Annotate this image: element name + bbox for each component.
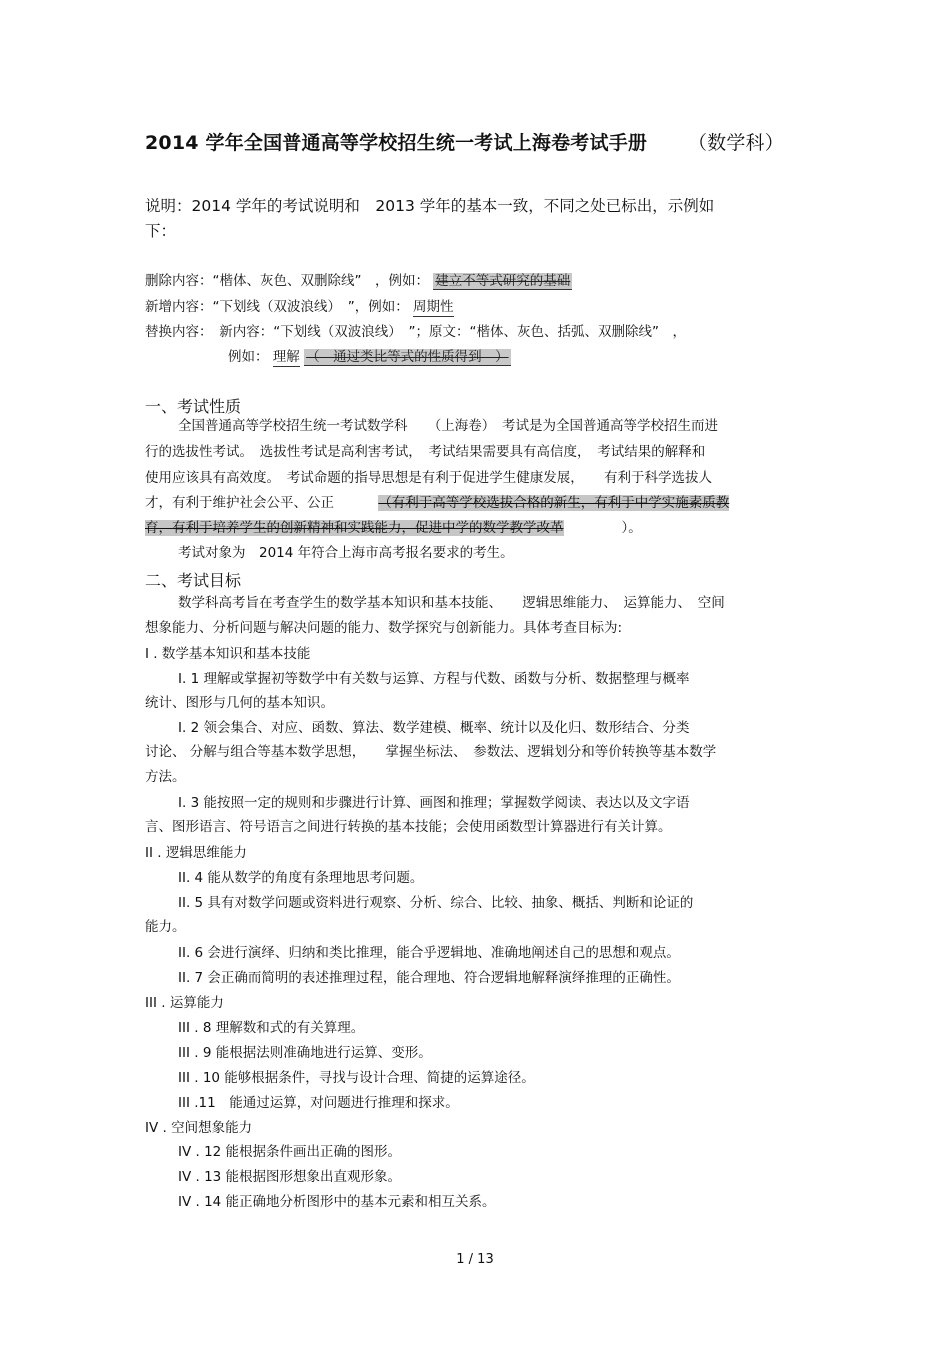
item-14: IV . 14 能正确地分析图形中的基本元素和相互关系。 [178, 1194, 496, 1210]
item-2-line3: 方法。 [145, 769, 186, 785]
group-heading-4: IV . 空间想象能力 [145, 1120, 253, 1136]
note-line-2: 下： [145, 222, 177, 240]
item-5-line1: II. 5 具有对数学问题或资料进行观察、分析、综合、比较、抽象、概括、判断和论证的 [178, 895, 694, 911]
item-3-line2: 言、图形语言、符号语言之间进行转换的基本技能；会使用函数型计算器进行有关计算。 [145, 819, 672, 835]
item-13: IV . 13 能根据图形想象出直观形象。 [178, 1169, 402, 1185]
section1-p1-line4-text: 才，有利于维护社会公平、公正 [145, 495, 334, 511]
page-number: 1 / 13 [456, 1252, 494, 1267]
legend-add-example: 周期性 [413, 299, 454, 315]
section1-deleted-text-a: （有利于高等学校选拔合格的新生，有利于中学实施素质教 [378, 495, 730, 511]
section1-p1-line1: 全国普通高等学校招生统一考试数学科 （上海卷） 考试是为全国普通高等学校招生而进 [178, 418, 718, 434]
legend-delete [145, 269, 572, 289]
section1-p1-line3: 使用应该具有高效度。 考试命题的指导思想是有利于促进学生健康发展， 有利于科学选拔人 [145, 470, 712, 486]
item-3-line1: I. 3 能按照一定的规则和步骤进行计算、画图和推理；掌握数学阅读、表达以及文字语 [178, 795, 690, 811]
legend-replace-new: 理解 [272, 349, 300, 365]
legend-replace-old: （ 通过类比等式的性质得到 ） [306, 349, 509, 365]
item-6: II. 6 会进行演绎、归纳和类比推理，能合乎逻辑地、准确地阐述自己的思想和观点。 [178, 945, 680, 961]
section2-intro-line2: 想象能力、分析问题与解决问题的能力、数学探究与创新能力。具体考查目标为: [145, 620, 623, 636]
section1-heading: 一、考试性质 [145, 397, 242, 416]
item-4: II. 4 能从数学的角度有条理地思考问题。 [178, 870, 424, 886]
legend-add [145, 295, 454, 315]
item-11: III .11 能通过运算，对问题进行推理和探求。 [178, 1095, 459, 1111]
item-1-line1: I. 1 理解或掌握初等数学中有关数与运算、方程与代数、函数与分析、数据整理与概率 [178, 671, 690, 687]
legend-add-label: 新增内容：“下划线（双波浪线） ”，例如： [145, 299, 409, 315]
item-1-line2: 统计、图形与几何的基本知识。 [145, 695, 334, 711]
legend-replace-example-label: 例如： [228, 349, 269, 365]
section1-p1-line2: 行的选拔性考试。 选拔性考试是高利害考试， 考试结果需要具有高信度， 考试结果的解释和 [145, 444, 706, 460]
item-2-line1: I. 2 领会集合、对应、函数、算法、数学建模、概率、统计以及化归、数形结合、分类 [178, 720, 690, 736]
title-subject: （数学科） [687, 132, 784, 154]
section1-p1-line5-end: ）。 [621, 520, 642, 536]
section1-p2: 考试对象为 2014 年符合上海市高考报名要求的考生。 [178, 545, 514, 561]
item-2-line2: 讨论、 分解与组合等基本数学思想， 掌握坐标法、 参数法、逻辑划分和等价转换等基本数学 [145, 744, 717, 760]
item-8: III . 8 理解数和式的有关算理。 [178, 1020, 365, 1036]
page-title [145, 128, 784, 155]
item-9: III . 9 能根据法则准确地进行运算、变形。 [178, 1045, 432, 1061]
item-7: II. 7 会正确而简明的表述推理过程，能合理地、符合逻辑地解释演绎推理的正确性。 [178, 970, 680, 986]
legend-replace: 替换内容： 新内容：“下划线（双波浪线） ”；原文：“楷体、灰色、括弧、双删除线” ， [145, 324, 686, 340]
group-heading-2: II . 逻辑思维能力 [145, 845, 247, 861]
legend-delete-example: 建立不等式研究的基础 [435, 273, 571, 289]
section1-p1-line5 [145, 516, 642, 540]
note-line-1: 说明：2014 学年的考试说明和 2013 学年的基本一致，不同之处已标出，示例如 [145, 197, 715, 215]
legend-replace-example [228, 345, 511, 365]
section2-intro-line1: 数学科高考旨在考查学生的数学基本知识和基本技能、 逻辑思维能力、 运算能力、 空间 [178, 595, 725, 611]
section2-heading: 二、考试目标 [145, 571, 242, 590]
legend-delete-label: 删除内容：“楷体、灰色、双删除线” ，例如： [145, 273, 429, 289]
item-12: IV . 12 能根据条件画出正确的图形。 [178, 1144, 402, 1160]
section1-p1-line4 [145, 491, 729, 515]
item-5-line2: 能力。 [145, 919, 186, 935]
group-heading-1: I . 数学基本知识和基本技能 [145, 646, 311, 662]
item-10: III . 10 能够根据条件，寻找与设计合理、简捷的运算途径。 [178, 1070, 535, 1086]
section1-deleted-text-b: 育，有利于培养学生的创新精神和实践能力，促进中学的数学教学改革 [145, 520, 564, 536]
group-heading-3: III . 运算能力 [145, 995, 224, 1011]
title-main: 2014 学年全国普通高等学校招生统一考试上海卷考试手册 [145, 132, 648, 154]
